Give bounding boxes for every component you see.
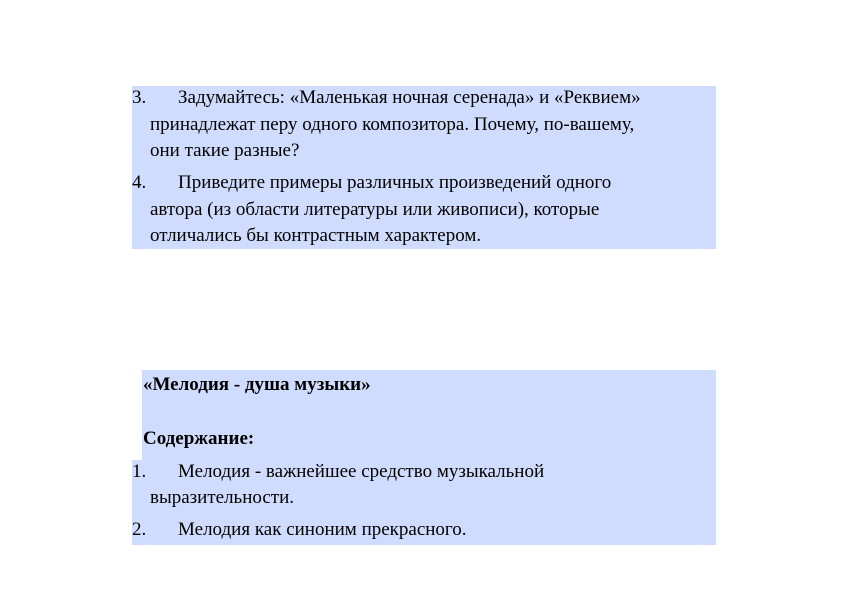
list-item-text-line: Задумайтесь: «Маленькая ночная серенада» и «Реквием» — [178, 87, 641, 108]
section-title: «Мелодия - душа музыки» — [143, 374, 371, 395]
list-item-text-line: принадлежат перу одного композитора. Почему, по-вашему, — [150, 114, 635, 135]
section-subtitle: Содержание: — [143, 428, 255, 449]
list-item-number: 3. — [132, 87, 147, 108]
list-item-text-line: автора (из области литературы или живописи), которые — [150, 199, 600, 220]
list-item-number: 2. — [132, 519, 147, 540]
list-item-text-line: Приведите примеры различных произведений одного — [178, 172, 612, 193]
list-item-number: 4. — [132, 172, 147, 193]
list-item-text-line: Мелодия - важнейшее средство музыкальной — [178, 461, 545, 482]
list-item-number: 1. — [132, 461, 147, 482]
list-item-text-line: Мелодия как синоним прекрасного. — [178, 519, 467, 540]
list-item-text-line: выразительности. — [150, 487, 295, 508]
list-item-text-line: отличались бы контрастным характером. — [150, 225, 482, 246]
list-item-text-line: они такие разные? — [150, 140, 300, 161]
